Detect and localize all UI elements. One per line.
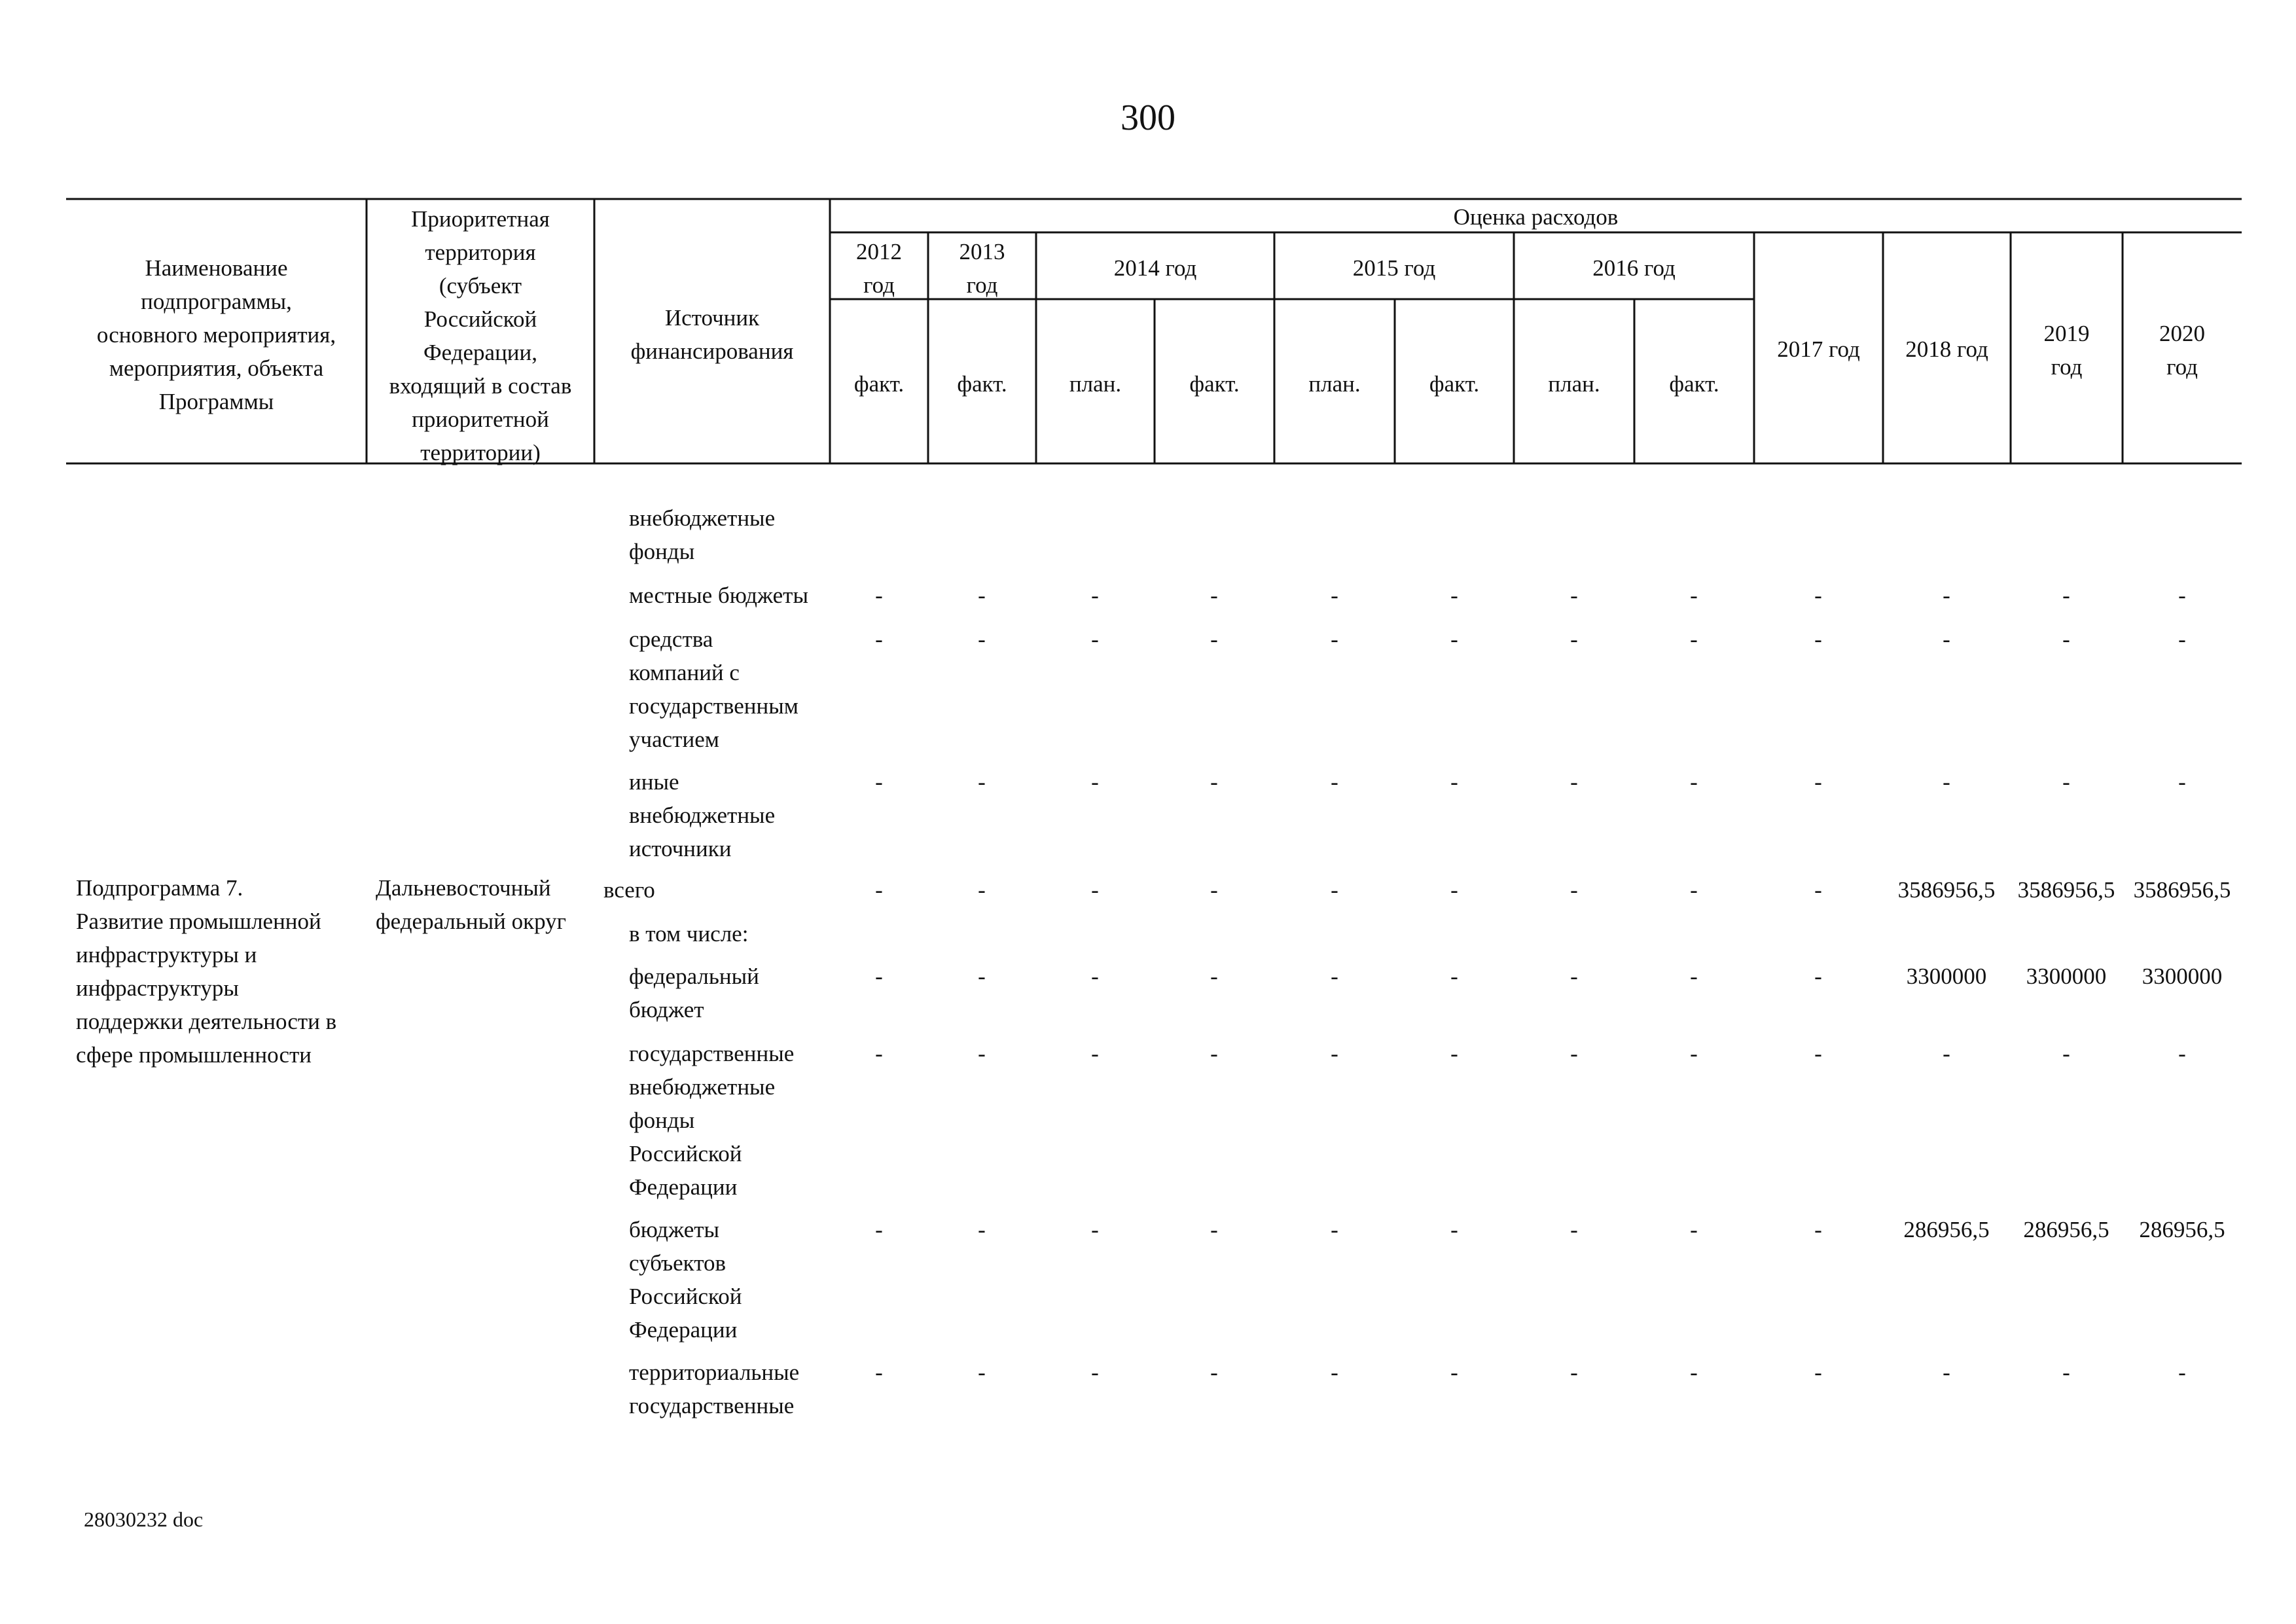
table-cell: -	[1331, 769, 1338, 795]
table-cell: -	[1450, 626, 1458, 652]
table-cell: 286956,5	[2139, 1217, 2225, 1242]
source-label	[603, 873, 803, 907]
source-label	[629, 917, 829, 950]
table-cell: -	[1814, 1041, 1822, 1066]
source-label-line: внебюджетные	[629, 803, 776, 828]
source-label-line: территориальные	[629, 1360, 800, 1385]
table-cell: -	[875, 1041, 883, 1066]
source-label-line: всего	[603, 877, 655, 903]
source-label-line: бюджет	[629, 997, 704, 1022]
table-cell: -	[1814, 583, 1822, 608]
header-year-line: год	[966, 272, 998, 298]
table-cell: -	[1091, 583, 1099, 608]
header-year-line: год	[863, 272, 895, 298]
source-label	[629, 501, 829, 568]
header-territory-line: Приоритетная	[411, 206, 550, 232]
table-cell: 3300000	[2142, 964, 2223, 989]
source-label	[629, 765, 829, 865]
table-cell: -	[1210, 769, 1218, 795]
table-cell: -	[1331, 1360, 1338, 1385]
page-number: 300	[1121, 98, 1175, 138]
table-cell: -	[1570, 1217, 1578, 1242]
header-sub-2014-plan: план.	[1069, 371, 1122, 397]
header-year-2020	[2123, 317, 2242, 384]
table-cell: 3586956,5	[2017, 877, 2115, 903]
source-label-line: федеральный	[629, 964, 759, 989]
source-label-line: источники	[629, 836, 732, 861]
source-label-line: Российской	[629, 1284, 742, 1309]
table-cell: 3300000	[2026, 964, 2107, 989]
table-cell: -	[1331, 583, 1338, 608]
table-cell: -	[1570, 877, 1578, 903]
table-cell: -	[1814, 769, 1822, 795]
header-name-line: Программы	[158, 389, 274, 414]
source-label-line: иные	[629, 769, 679, 795]
table-cell: -	[2062, 583, 2070, 608]
header-year-line: 2013	[959, 239, 1005, 264]
source-label-line: компаний с	[629, 660, 740, 685]
table-cell: -	[978, 626, 986, 652]
header-sub-2015-fact: факт.	[1429, 371, 1480, 397]
header-sub-2013-fact: факт.	[957, 371, 1007, 397]
table-cell: -	[1091, 877, 1099, 903]
source-label-line: средства	[629, 626, 713, 652]
source-label	[629, 1037, 829, 1204]
table-cell: -	[978, 1217, 986, 1242]
table-cell: -	[1210, 583, 1218, 608]
source-label	[629, 579, 829, 612]
source-label-line: государственные	[629, 1393, 795, 1418]
header-sub-2012-fact: факт.	[853, 371, 905, 397]
table-cell: -	[2178, 626, 2186, 652]
table-cell: -	[1814, 1360, 1822, 1385]
table-cell: -	[978, 964, 986, 989]
program-territory	[376, 871, 598, 938]
header-sub-2016-fact: факт.	[1669, 371, 1719, 397]
table-cell: 3586956,5	[1897, 877, 1996, 903]
source-label	[629, 1356, 829, 1422]
header-name-line: основного мероприятия,	[96, 322, 336, 348]
header-year-2013	[928, 235, 1036, 302]
program-name	[76, 871, 364, 1072]
table-cell: -	[1943, 1360, 1950, 1385]
table-cell: -	[978, 1360, 986, 1385]
table-cell: -	[875, 769, 883, 795]
source-label	[629, 623, 829, 756]
header-year-line: 2019	[2043, 321, 2090, 346]
table-cell: -	[875, 964, 883, 989]
table-cell: -	[1690, 877, 1698, 903]
source-label-line: бюджеты	[629, 1217, 720, 1242]
source-label-line: Федерации	[629, 1174, 738, 1200]
table-cell: -	[875, 1217, 883, 1242]
source-label-line: субъектов	[629, 1250, 726, 1276]
table-cell: -	[1091, 1360, 1099, 1385]
header-sub-2016-plan: план.	[1548, 371, 1600, 397]
table-cell: -	[1210, 964, 1218, 989]
header-year-2012	[830, 235, 928, 302]
table-cell: -	[1450, 877, 1458, 903]
table-cell: -	[2178, 769, 2186, 795]
source-label-line: фонды	[629, 1108, 695, 1133]
program-name-line: инфраструктуры	[76, 975, 239, 1001]
table-cell: -	[1091, 964, 1099, 989]
table-cell: -	[1814, 1217, 1822, 1242]
header-sub-2014-fact: факт.	[1189, 371, 1240, 397]
header-name	[66, 251, 367, 418]
header-year-2018: 2018 год	[1905, 336, 1988, 362]
table-cell: -	[1210, 1217, 1218, 1242]
table-cell: -	[1690, 1360, 1698, 1385]
table-cell: -	[1570, 769, 1578, 795]
table-cell: -	[1570, 626, 1578, 652]
table-cell: -	[1331, 877, 1338, 903]
table-cell: -	[1690, 626, 1698, 652]
program-territory-line: Дальневосточный	[376, 875, 551, 901]
table-cell: -	[1091, 769, 1099, 795]
table-cell: -	[1210, 1041, 1218, 1066]
header-territory-line: Федерации,	[423, 340, 538, 365]
program-territory-line: федеральный округ	[376, 909, 566, 934]
header-sub-2015-plan: план.	[1308, 371, 1361, 397]
header-year-line: год	[2166, 354, 2198, 380]
table-cell: -	[978, 1041, 986, 1066]
table-cell: -	[1450, 583, 1458, 608]
table-cell: -	[1331, 964, 1338, 989]
source-label-line: внебюджетные	[629, 505, 776, 531]
table-cell: -	[2062, 1360, 2070, 1385]
header-year-2016: 2016 год	[1592, 255, 1676, 281]
table-cell: -	[1450, 1217, 1458, 1242]
source-label-line: Российской	[629, 1141, 742, 1166]
header-territory-line: приоритетной	[412, 406, 549, 432]
source-label-line: государственным	[629, 693, 798, 719]
header-year-line: 2012	[856, 239, 902, 264]
program-name-line: поддержки деятельности в	[76, 1009, 337, 1034]
table-cell: -	[1690, 1041, 1698, 1066]
document-id: 28030232 doc	[84, 1507, 204, 1531]
program-name-line: Развитие промышленной	[76, 909, 321, 934]
header-year-line: 2020	[2159, 321, 2205, 346]
table-cell: -	[1450, 769, 1458, 795]
table-cell: -	[1570, 1360, 1578, 1385]
table-cell: -	[1814, 964, 1822, 989]
header-year-2014: 2014 год	[1113, 255, 1197, 281]
table-cell: -	[1331, 1041, 1338, 1066]
table-cell: -	[1943, 1041, 1950, 1066]
table-cell: -	[1943, 626, 1950, 652]
table-cell: -	[2062, 1041, 2070, 1066]
header-territory	[367, 202, 594, 469]
source-label	[629, 960, 829, 1026]
table-cell: -	[1690, 769, 1698, 795]
table-cell: -	[1814, 626, 1822, 652]
table-cell: -	[978, 769, 986, 795]
table-cell: 3586956,5	[2133, 877, 2231, 903]
table-cell: -	[1450, 964, 1458, 989]
source-label-line: местные бюджеты	[629, 583, 808, 608]
header-territory-line: территории)	[420, 440, 541, 465]
header-year-2019	[2011, 317, 2123, 384]
table-cell: -	[1210, 1360, 1218, 1385]
table-cell: -	[1570, 964, 1578, 989]
header-name-line: мероприятия, объекта	[109, 355, 324, 381]
table-cell: -	[1210, 626, 1218, 652]
table-cell: -	[1690, 583, 1698, 608]
table-cell: -	[1570, 1041, 1578, 1066]
table-cell: -	[2062, 769, 2070, 795]
source-label-line: в том числе:	[629, 921, 749, 947]
table-cell: 286956,5	[2023, 1217, 2109, 1242]
table-cell: -	[1091, 1041, 1099, 1066]
header-year-line: год	[2051, 354, 2083, 380]
table-cell: -	[1943, 583, 1950, 608]
source-label-line: внебюджетные	[629, 1074, 776, 1100]
table-cell: -	[2178, 1360, 2186, 1385]
table-cell: -	[1331, 1217, 1338, 1242]
header-source	[594, 301, 830, 368]
table-cell: -	[1210, 877, 1218, 903]
source-label-line: участием	[629, 727, 719, 752]
table-cell: -	[1331, 626, 1338, 652]
table-cell: -	[1690, 1217, 1698, 1242]
header-territory-line: территория	[425, 240, 536, 265]
header-expenses: Оценка расходов	[1453, 204, 1619, 230]
table-cell: -	[1091, 626, 1099, 652]
header-name-line: Наименование	[145, 255, 288, 281]
table-cell: -	[1943, 769, 1950, 795]
table-cell: -	[1450, 1041, 1458, 1066]
table-cell: -	[1690, 964, 1698, 989]
table-cell: -	[978, 877, 986, 903]
program-name-line: инфраструктуры и	[76, 942, 257, 967]
table-cell: -	[875, 877, 883, 903]
table-cell: -	[2178, 583, 2186, 608]
header-source-line: Источник	[664, 305, 760, 331]
source-label-line: Федерации	[629, 1317, 738, 1343]
table-cell: -	[1570, 583, 1578, 608]
source-label-line: государственные	[629, 1041, 795, 1066]
header-territory-line: (субъект	[439, 273, 522, 298]
table-cell: -	[875, 626, 883, 652]
table-cell: 286956,5	[1903, 1217, 1990, 1242]
header-year-2015: 2015 год	[1352, 255, 1436, 281]
program-name-line: сфере промышленности	[76, 1042, 312, 1068]
header-territory-line: входящий в состав	[389, 373, 572, 399]
table-cell: -	[2178, 1041, 2186, 1066]
table-cell: 3300000	[1906, 964, 1987, 989]
header-name-line: подпрограммы,	[141, 289, 292, 314]
program-name-line: Подпрограмма 7.	[76, 875, 243, 901]
table-cell: -	[2062, 626, 2070, 652]
header-territory-line: Российской	[423, 306, 537, 332]
table-cell: -	[978, 583, 986, 608]
header-source-line: финансирования	[630, 338, 794, 364]
table-cell: -	[1091, 1217, 1099, 1242]
table-cell: -	[1814, 877, 1822, 903]
table-cell: -	[875, 583, 883, 608]
source-label	[629, 1213, 829, 1346]
table-cell: -	[1450, 1360, 1458, 1385]
table-cell: -	[875, 1360, 883, 1385]
header-year-2017: 2017 год	[1777, 336, 1860, 362]
source-label-line: фонды	[629, 539, 695, 564]
